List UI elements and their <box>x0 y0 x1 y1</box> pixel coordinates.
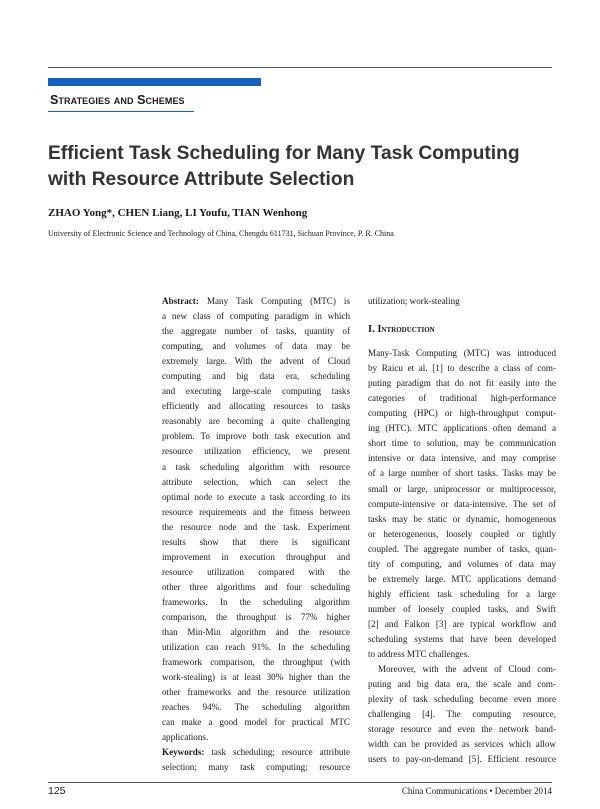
abstract-line: the resource node and the task. Experiment <box>162 521 350 532</box>
intro-line: coupled. The aggregate number of tasks, quan- <box>368 543 556 554</box>
abstract-line: extremely large. With the advent of Cloud <box>162 356 350 367</box>
abstract-line: improvement in execution throughput and <box>162 551 350 562</box>
article-authors: ZHAO Yong*, CHEN Liang, LI Youfu, TIAN Wenhong <box>48 207 308 219</box>
abstract-first-line <box>162 294 350 309</box>
abstract-line: comparison, the throughput is 77% higher <box>162 611 350 622</box>
abstract-line: resource utilization efficiency, we present <box>162 446 350 457</box>
intro-heading: I. Introduction <box>368 324 435 336</box>
abstract-line: efficiently and allocating resources to tasks <box>162 401 350 412</box>
abstract-line: applications. <box>162 732 209 743</box>
abstract-first-text: Many Task Computing (MTC) is <box>206 296 350 306</box>
section-color-bar <box>48 78 261 86</box>
abstract-label: Abstract: <box>162 296 199 306</box>
abstract-line: resource utilization compared with the <box>162 566 350 577</box>
abstract-line: attribute selection, which can select the <box>162 476 350 487</box>
abstract-line: computing, and volumes of data may be <box>162 341 350 352</box>
intro-line: to address MTC challenges. <box>368 649 470 660</box>
intro-line: Moreover, with the advent of Cloud com- <box>378 664 556 675</box>
abstract-line: other frameworks and the resource utilization <box>162 687 350 698</box>
abstract-line: resource requirements and the fitness between <box>162 506 350 517</box>
intro-line: by Raicu et al. [1] to describe a class of com- <box>368 363 556 374</box>
abstract-line: work-stealing) is at least 30% higher than the <box>162 672 350 683</box>
title-line: with Resource Attribute Selection <box>48 169 355 190</box>
article-affiliation: University of Electronic Science and Technology of China, Chengdu 611731, Sichuan Province, P. R. China <box>48 229 394 238</box>
abstract-line: reaches 94%. The scheduling algorithm <box>162 702 350 713</box>
abstract-line: than Min-Min algorithm and the resource <box>162 627 350 638</box>
keywords-line-2: selection; many task computing; resource <box>162 762 350 773</box>
intro-line: categories of traditional high-performance <box>368 393 556 404</box>
intro-line: users to pay-on-demand [5]. Efficient resource <box>368 754 556 765</box>
abstract-line: other three algorithms and four scheduling <box>162 581 350 592</box>
keywords-continued: utilization; work-stealing <box>368 296 460 306</box>
journal-footer: China Communications • December 2014 <box>401 786 552 796</box>
intro-line: highly efficient task scheduling for a large <box>368 588 556 599</box>
article-title <box>48 141 568 193</box>
keywords-label: Keywords: <box>162 747 205 758</box>
keywords-first-text: task scheduling; resource attribute <box>211 747 350 758</box>
intro-line: be extremely large. MTC applications demand <box>368 573 556 584</box>
abstract-line: the aggregate number of tasks, quantity of <box>162 326 350 337</box>
abstract-line: reasonably are becoming a quite challenging <box>162 416 350 427</box>
body-column <box>368 294 556 767</box>
abstract-line: a task scheduling algorithm with resource <box>162 461 350 472</box>
intro-line: challenging [4]. The computing resource, <box>368 709 556 720</box>
section-label-underline <box>48 111 194 112</box>
intro-line: tasks may be static or dynamic, homogeneous <box>368 513 556 524</box>
intro-line: or heterogeneous, loosely coupled or tightly <box>368 528 556 539</box>
intro-line: ing (HTC). MTC applications often demand a <box>368 423 556 434</box>
abstract-line: framework comparison, the throughput (with <box>162 657 350 668</box>
intro-line: Many-Task Computing (MTC) was introduced <box>368 348 556 359</box>
intro-line: small or large, uniprocessor or multiprocessor, <box>368 483 556 494</box>
intro-line: short time to solution, may be communication <box>368 438 556 449</box>
intro-line: puting and big data era, the scale and com- <box>368 679 556 690</box>
intro-line: of a large number of short tasks. Tasks may be <box>368 468 556 479</box>
intro-line: puting paradigm that do not fit easily into the <box>368 378 556 389</box>
keywords-line <box>162 745 350 760</box>
intro-line: plexity of task scheduling become even more <box>368 694 556 705</box>
abstract-line: can make a good model for practical MTC <box>162 717 350 728</box>
title-line: Efficient Task Scheduling for Many Task Computing <box>48 143 520 164</box>
intro-line: compute-intensive or data-intensive. The set of <box>368 498 556 509</box>
page-number: 125 <box>48 785 66 797</box>
header-top-rule <box>48 67 552 68</box>
section-label: Strategies and Schemes <box>50 93 185 107</box>
abstract-line: results show that there is significant <box>162 536 350 547</box>
abstract-line: frameworks. In the scheduling algorithm <box>162 596 350 607</box>
intro-line: intensive or data intensive, and may comprise <box>368 453 556 464</box>
intro-line: computing (HPC) or high-throughput comput- <box>368 408 556 419</box>
abstract-line: a new class of computing paradigm in which <box>162 311 350 322</box>
intro-line: storage resource and even the network band- <box>368 724 556 735</box>
intro-line: number of loosely coupled tasks, and Swift <box>368 603 556 614</box>
abstract-line: optimal node to execute a task according to its <box>162 491 350 502</box>
intro-line: scheduling systems that have been developed <box>368 633 556 644</box>
abstract-line: computing and big data era, scheduling <box>162 371 350 382</box>
abstract-line: utilization can reach 91%. In the scheduling <box>162 642 350 653</box>
intro-line: width can be provided as services which allow <box>368 739 556 750</box>
intro-line: [2] and Falkon [3] are typical workflow and <box>368 618 556 629</box>
intro-line: tity of computing, and volumes of data may <box>368 558 556 569</box>
abstract-column <box>162 294 350 776</box>
abstract-line: problem. To improve both task execution and <box>162 431 350 442</box>
abstract-line: and executing large-scale computing tasks <box>162 386 350 397</box>
footer-rule <box>48 782 552 783</box>
